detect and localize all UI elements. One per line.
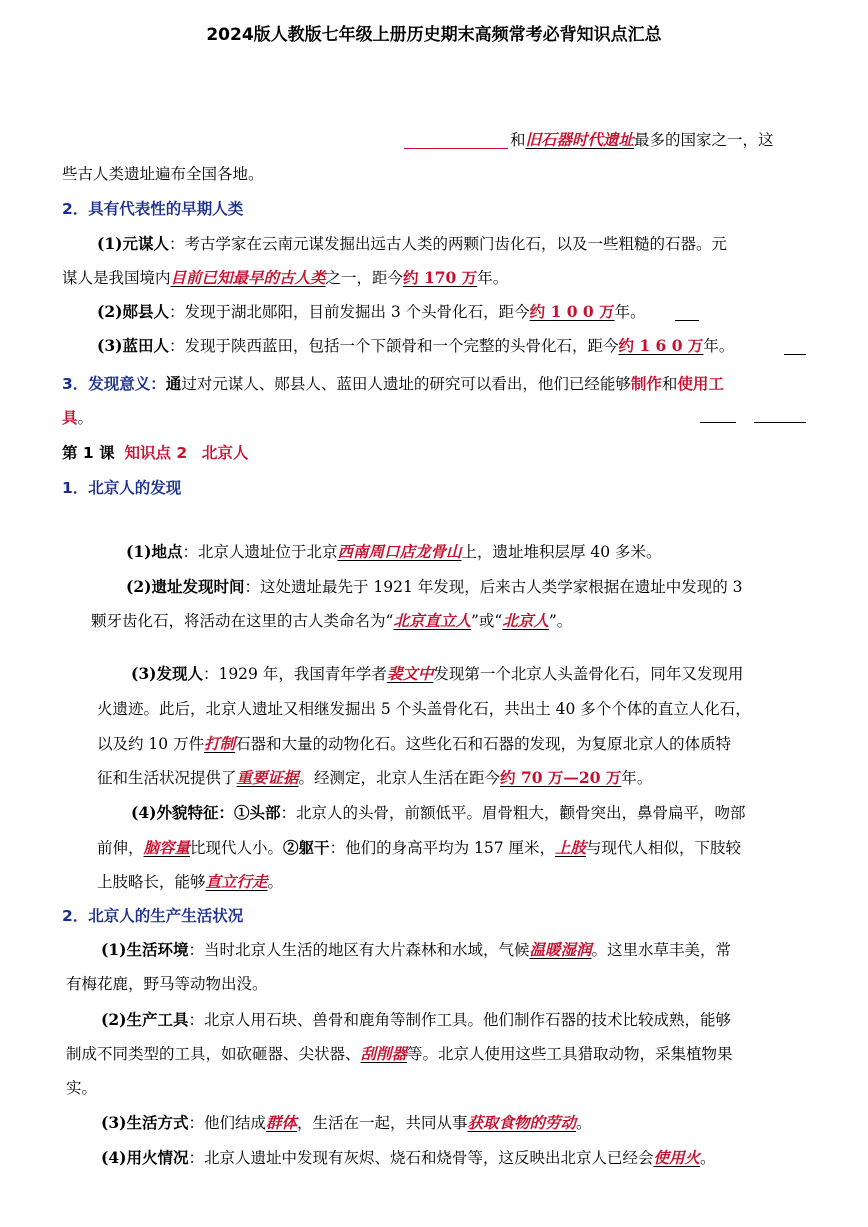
section-heading: 2．北京人的生产生活状况 [62,907,244,925]
paragraph-line: 上肢略长，能够直立行走。 [97,872,284,891]
paragraph-line: (3)发现人：1929 年，我国青年学者裴文中发现第一个北京人头盖骨化石，同年又发现用 [131,664,744,683]
fill-blank [404,148,508,149]
fill-blank [754,422,806,423]
paragraph-line: 以及约 10 万件打制石器和大量的动物化石。这些化石和石器的发现，为复原北京人的体质特 [97,734,732,753]
paragraph-line: 3．发现意义：通过对元谋人、郧县人、蓝田人遗址的研究可以看出，他们已经能够制作和使用工 [62,374,724,393]
keyword: 约 1 0 0 万 [529,302,615,321]
paragraph-line: (1)元谋人：考古学家在云南元谋发掘出远古人类的两颗门齿化石，以及一些粗糙的石器。元 [97,234,727,253]
paragraph-line: (1)生活环境：当时北京人生活的地区有大片森林和水域，气候温暖湿润。这里水草丰美，常 [101,940,731,959]
paragraph-line: 火遗迹。此后，北京人遗址又相继发掘出 5 个头盖骨化石，共出土 40 多个个体的直立人化石， [97,700,751,718]
fill-blank [700,422,736,423]
fill-blank [784,354,806,355]
keyword: 重要证据 [236,768,299,787]
keyword: 直立行走 [205,872,268,891]
keyword: 获取食物的劳动 [467,1113,577,1132]
paragraph-line: 制成不同类型的工具，如砍砸器、尖状器、刮削器等。北京人使用这些工具猎取动物，采集植物果 [66,1044,733,1063]
keyword: 使用火 [653,1148,700,1167]
paragraph-line: 有梅花鹿，野马等动物出没。 [66,975,268,993]
keyword: 约 170 万 [403,268,478,287]
keyword: 约 70 万—20 万 [500,768,622,787]
paragraph-line: 颗牙齿化石，将活动在这里的古人类命名为“北京直立人”或“北京人”。 [91,611,573,630]
fill-blank [675,320,699,321]
section-heading: 2．具有代表性的早期人类 [62,200,244,218]
keyword: 群体 [265,1113,297,1132]
keyword: 裴文中 [386,664,434,683]
paragraph-line: (3)生活方式：他们结成群体，生活在一起，共同从事获取食物的劳动。 [101,1113,592,1132]
paragraph-line: (2)郧县人：发现于湖北郧阳，目前发掘出 3 个头骨化石，距今约 1 0 0 万年。 [97,302,646,321]
paragraph-line: (4)外貌特征：①头部：北京人的头骨，前额低平。眉骨粗大，颧骨突出，鼻骨扁平，吻部 [131,803,746,822]
keyword: 刮削器 [360,1044,408,1063]
section-heading: 1．北京人的发现 [62,479,182,497]
paragraph-line: 些古人类遗址遍布全国各地。 [62,165,264,183]
keyword: 旧石器时代遗址 [525,130,635,149]
paragraph-line: 和旧石器时代遗址最多的国家之一，这 [510,130,774,149]
keyword: 上肢 [555,838,587,857]
keyword: 脑容量 [143,838,191,857]
paragraph-line: 实。 [66,1079,98,1097]
lesson-heading: 第 1 课 知识点 2 北京人 [62,444,249,462]
paragraph-line: 征和生活状况提供了重要证据。经测定，北京人生活在距今约 70 万—20 万年。 [97,768,653,787]
document-title: 2024版人教版七年级上册历史期末高频常考必背知识点汇总 [206,25,662,45]
keyword: 北京直立人 [393,611,471,630]
keyword: 北京人 [502,611,549,630]
keyword: 制作 [630,375,662,393]
keyword: 打制 [204,734,236,753]
keyword: 使用工 [677,375,724,393]
keyword: 目前已知最早的古人类 [170,268,326,287]
keyword: 温暖湿润 [529,940,592,959]
paragraph-line: (1)地点：北京人遗址位于北京西南周口店龙骨山上，遗址堆积层厚 40 多米。 [126,542,662,561]
paragraph-line: (4)用火情况：北京人遗址中发现有灰烬、烧石和烧骨等，这反映出北京人已经会使用火。 [101,1148,716,1167]
paragraph-line: (2)遗址发现时间：这处遗址最先于 1921 年发现，后来古人类学家根据在遗址中发现的 3 [126,577,743,596]
paragraph-line: (2)生产工具：北京人用石块、兽骨和鹿角等制作工具。他们制作石器的技术比较成熟，能够 [101,1010,731,1029]
paragraph-line: 谋人是我国境内目前已知最早的古人类之一，距今约 170 万年。 [62,268,509,287]
paragraph-line: 具。 [62,409,94,427]
paragraph-line: 前伸，脑容量比现代人小。②躯干：他们的身高平均为 157 厘米，上肢与现代人相似，下肢较 [97,838,742,857]
paragraph-line: (3)蓝田人：发现于陕西蓝田，包括一个下颌骨和一个完整的头骨化石，距今约 1 6 0 万年。 [97,336,735,355]
keyword: 约 1 6 0 万 [618,336,704,355]
keyword: 西南周口店龙骨山 [337,542,462,561]
